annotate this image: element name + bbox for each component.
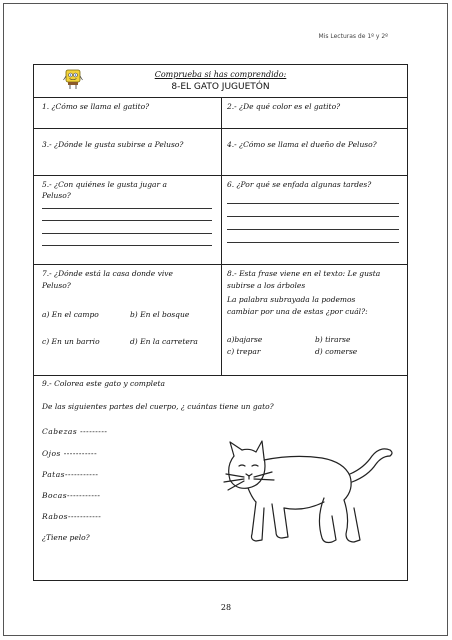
answer-line[interactable] xyxy=(42,245,212,246)
question-8-line-4: cambiar por una de estas ¿por cuál?: xyxy=(227,307,368,316)
body-part-heads[interactable]: Cabezas --------- xyxy=(42,427,108,436)
header-note: Mis Lecturas de 1º y 2º xyxy=(318,33,388,40)
question-9-prompt: De las siguientes partes del cuerpo, ¿ cuántas tiene un gato? xyxy=(42,402,274,411)
question-1: 1. ¿Cómo se llama el gatito? xyxy=(42,102,150,111)
question-5-line-1: 5.- ¿Con quiénes le gusta jugar a xyxy=(42,180,167,189)
question-4: 4.- ¿Cómo se llama el dueño de Peluso? xyxy=(227,140,377,149)
question-8-option-c[interactable]: c) trepar xyxy=(227,347,261,356)
row-divider-2 xyxy=(34,175,407,176)
title-subtitle: 8-EL GATO JUGUETÓN xyxy=(171,82,270,92)
question-7-option-c[interactable]: c) En un barrio xyxy=(42,337,100,346)
title-heading: Comprueba si has comprendido: xyxy=(154,70,287,79)
column-divider xyxy=(221,97,222,375)
question-7-option-d[interactable]: d) En la carretera xyxy=(130,337,198,346)
question-8-line-1: 8.- Esta frase viene en el texto: Le gusta xyxy=(227,269,381,278)
row-divider-1 xyxy=(34,128,407,129)
answer-line[interactable] xyxy=(227,216,399,217)
page-number: 28 xyxy=(220,603,232,612)
question-8-line-2: subirse a los árboles xyxy=(227,281,306,290)
answer-line[interactable] xyxy=(42,220,212,221)
question-7-option-a[interactable]: a) En el campo xyxy=(42,310,99,319)
cat-drawing[interactable] xyxy=(204,438,394,553)
question-9: 9.- Colorea este gato y completa xyxy=(42,379,166,388)
question-2: 2.- ¿De qué color es el gatito? xyxy=(227,102,341,111)
question-8-line-3: La palabra subrayada la podemos xyxy=(227,295,356,304)
answer-line[interactable] xyxy=(227,203,399,204)
question-6: 6. ¿Por qué se enfada algunas tardes? xyxy=(227,180,372,189)
question-8-option-b[interactable]: b) tirarse xyxy=(315,335,351,344)
answer-line[interactable] xyxy=(42,208,212,209)
question-7-line-1: 7.- ¿Dónde está la casa donde vive xyxy=(42,269,173,278)
body-part-eyes[interactable]: Ojos ----------- xyxy=(42,449,98,458)
row-divider-4 xyxy=(34,375,407,376)
question-3: 3.- ¿Dónde le gusta subirse a Peluso? xyxy=(42,140,184,149)
body-part-mouths[interactable]: Bocas----------- xyxy=(42,491,101,500)
body-part-legs[interactable]: Patas----------- xyxy=(42,470,99,479)
question-7-option-b[interactable]: b) En el bosque xyxy=(130,310,190,319)
title-box xyxy=(34,65,407,98)
question-8-option-d[interactable]: d) comerse xyxy=(315,347,358,356)
body-part-tails[interactable]: Rabos----------- xyxy=(42,512,102,521)
question-7-line-2: Peluso? xyxy=(42,281,71,290)
answer-line[interactable] xyxy=(227,242,399,243)
question-8-option-a[interactable]: a)bajarse xyxy=(227,335,263,344)
question-5-line-2: Peluso? xyxy=(42,191,71,200)
body-part-fur[interactable]: ¿Tiene pelo? xyxy=(42,533,90,542)
answer-line[interactable] xyxy=(227,229,399,230)
worksheet xyxy=(33,64,408,581)
answer-line[interactable] xyxy=(42,233,212,234)
row-divider-3 xyxy=(34,264,407,265)
